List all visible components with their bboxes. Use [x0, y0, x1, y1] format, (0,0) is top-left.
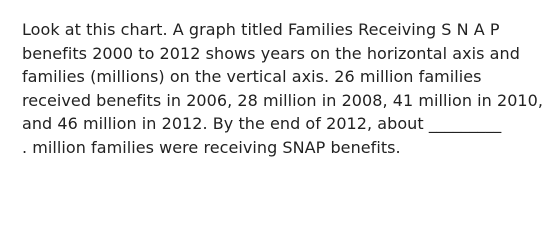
question-line-1: Look at this chart. A graph titled Families Receiving S N A P [22, 20, 500, 39]
answer-blank: _________ [428, 114, 502, 133]
question-line-5-text: and 46 million in 2012. By the end of 2012, about [22, 114, 424, 133]
question-line-2: benefits 2000 to 2012 shows years on the horizontal axis and [22, 43, 520, 63]
question-line-6: . million families were receiving SNAP benefits. [22, 137, 401, 157]
question-line-4: received benefits in 2006, 28 million in 2008, 41 million in 2010, [22, 90, 544, 110]
question-text [22, 18, 546, 159]
question-line-5 [22, 112, 546, 136]
question-line-3: families (millions) on the vertical axis. 26 million families [22, 67, 482, 86]
